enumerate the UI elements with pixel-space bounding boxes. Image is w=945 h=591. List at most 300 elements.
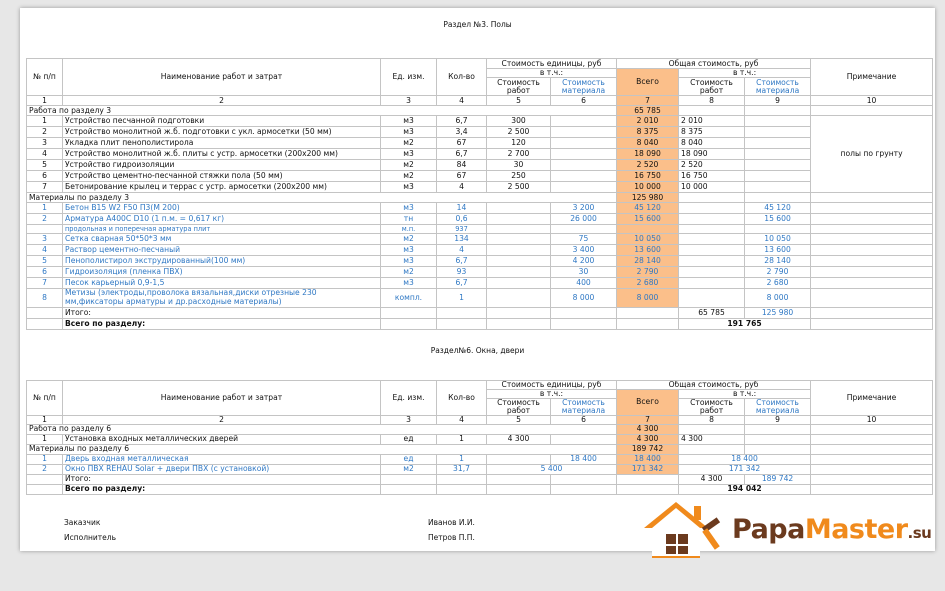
row-qty: 937 — [437, 225, 487, 234]
row-number: 2 — [27, 127, 63, 138]
row-number: 5 — [27, 256, 63, 267]
col-qty-header: Кол-во — [437, 381, 487, 416]
row-all: 45 120 — [617, 203, 679, 214]
col-number: 4 — [437, 96, 487, 106]
row-mat-cost: 3 400 — [551, 245, 617, 256]
row-mat-cost — [551, 116, 617, 127]
papamaster-logo — [638, 498, 938, 564]
row-work-cost — [487, 225, 551, 234]
row-work-total — [679, 256, 745, 267]
table-row — [27, 289, 933, 308]
works-header: Работа по разделу 6 — [27, 424, 617, 434]
column-number-row — [27, 415, 933, 424]
row-number — [27, 225, 63, 234]
row-mat-total — [745, 116, 811, 127]
row-number: 4 — [27, 245, 63, 256]
row-work-cost — [487, 203, 551, 214]
row-work-total: 4 300 — [679, 434, 745, 444]
row-mat-cost: 75 — [551, 234, 617, 245]
table-row — [27, 464, 933, 474]
row-number: 1 — [27, 434, 63, 444]
materials-header: Материалы по разделу 6 — [27, 444, 617, 454]
row-number: 6 — [27, 171, 63, 182]
row-name: Укладка плит пенополистирола — [63, 138, 381, 149]
row-work-total — [679, 245, 745, 256]
row-all: 2 790 — [617, 267, 679, 278]
col-number: 9 — [745, 415, 811, 424]
row-mat-total: 18 400 — [679, 454, 811, 464]
row-all: 10 050 — [617, 234, 679, 245]
row-unit: м3 — [381, 149, 437, 160]
row-mat-total: 28 140 — [745, 256, 811, 267]
row-name: Пенополистирол экструдированный(100 мм) — [63, 256, 381, 267]
row-all: 2 520 — [617, 160, 679, 171]
materials-header-row — [27, 444, 933, 454]
materials-header-row — [27, 193, 933, 203]
table-cell — [811, 267, 933, 278]
row-unit: м2 — [381, 234, 437, 245]
table-cell — [745, 193, 811, 203]
row-mat-total: 8 000 — [745, 289, 811, 308]
table-cell — [27, 308, 63, 319]
table-cell — [437, 319, 487, 330]
col-number: 4 — [437, 415, 487, 424]
row-number: 6 — [27, 267, 63, 278]
table-cell — [811, 203, 933, 214]
row-unit: м3 — [381, 278, 437, 289]
row-work-total: 2 520 — [679, 160, 745, 171]
table-cell — [679, 106, 745, 116]
row-qty: 6,7 — [437, 149, 487, 160]
col-note-header: Примечание — [811, 381, 933, 416]
row-work-cost: 30 — [487, 160, 551, 171]
row-all: 28 140 — [617, 256, 679, 267]
total-cost-header: Общая стоимость, руб — [617, 381, 811, 390]
section-6-table — [26, 380, 933, 495]
row-all: 2 010 — [617, 116, 679, 127]
itogo-mat: 125 980 — [745, 308, 811, 319]
table-cell — [811, 225, 933, 234]
row-unit: м3 — [381, 203, 437, 214]
table-cell — [27, 319, 63, 330]
row-qty: 67 — [437, 171, 487, 182]
row-mat-total — [745, 171, 811, 182]
section-6-title: Раздел№6. Окна, двери — [430, 346, 525, 355]
row-qty: 6,7 — [437, 278, 487, 289]
row-name: Бетонирование крылец и террас с устр. армосетки (200х200 мм) — [63, 182, 381, 193]
works-total: 4 300 — [617, 424, 679, 434]
works-header-row — [27, 106, 933, 116]
table-row — [27, 127, 933, 138]
row-mat-cost: 18 400 — [551, 454, 617, 464]
row-work-cost: 4 300 — [487, 434, 551, 444]
table-cell — [811, 289, 933, 308]
row-mat-total — [745, 160, 811, 171]
table-cell — [617, 308, 679, 319]
table-row — [27, 267, 933, 278]
row-work-total: 8 375 — [679, 127, 745, 138]
table-row — [27, 149, 933, 160]
row-work-total: 10 000 — [679, 182, 745, 193]
row-unit: м3 — [381, 116, 437, 127]
row-qty: 4 — [437, 245, 487, 256]
row-number: 5 — [27, 160, 63, 171]
table-cell — [487, 319, 551, 330]
row-name: Гидроизоляция (пленка ПВХ) — [63, 267, 381, 278]
table-cell — [811, 234, 933, 245]
row-number: 1 — [27, 116, 63, 127]
row-work-cost: 250 — [487, 171, 551, 182]
section-total-value: 191 765 — [679, 319, 811, 330]
table-row — [27, 160, 933, 171]
table-cell — [811, 308, 933, 319]
row-qty: 3,4 — [437, 127, 487, 138]
col-number: 9 — [745, 96, 811, 106]
incl-header: в т.ч.: — [487, 390, 617, 399]
row-name: Сетка сварная 50*50*3 мм — [63, 234, 381, 245]
row-mat-total: 2 790 — [745, 267, 811, 278]
row-qty: 1 — [437, 454, 487, 464]
row-unit: м2 — [381, 138, 437, 149]
row-qty: 84 — [437, 160, 487, 171]
col-num-header: № п/п — [27, 381, 63, 416]
row-mat-cost — [551, 171, 617, 182]
logo-text-papa: Papa — [732, 514, 805, 545]
row-work-cost — [487, 267, 551, 278]
incl-header: в т.ч.: — [487, 69, 617, 78]
itogo-label: Итого: — [63, 308, 381, 319]
row-name: Устройство песчанной подготовки — [63, 116, 381, 127]
row-work-total: 16 750 — [679, 171, 745, 182]
row-mat-cost — [551, 182, 617, 193]
row-name: продольная и поперечная арматура плит — [63, 225, 381, 234]
col-mat-cost-header: Стоимость материала — [551, 398, 617, 415]
row-work-cost — [487, 278, 551, 289]
row-mat-total: 45 120 — [745, 203, 811, 214]
row-name: Арматура А400С D10 (1 п.м. = 0,617 кг) — [63, 214, 381, 225]
itogo-label: Итого: — [63, 474, 381, 484]
row-number: 4 — [27, 149, 63, 160]
row-work-cost: 300 — [487, 116, 551, 127]
col-number: 1 — [27, 415, 63, 424]
row-name: Дверь входная металлическая — [63, 454, 381, 464]
table-row — [27, 225, 933, 234]
row-work-cost: 2 500 — [487, 127, 551, 138]
row-work-cost — [487, 234, 551, 245]
col-number: 10 — [811, 96, 933, 106]
col-number: 2 — [63, 415, 381, 424]
row-all: 18 090 — [617, 149, 679, 160]
row-qty: 93 — [437, 267, 487, 278]
table-row — [27, 214, 933, 225]
executor-label: Исполнитель — [64, 533, 116, 542]
row-unit: м2 — [381, 267, 437, 278]
row-mat-total — [745, 225, 811, 234]
row-work-cost — [487, 214, 551, 225]
table-cell — [617, 319, 679, 330]
customer-label: Заказчик — [64, 518, 101, 527]
row-name: Песок карьерный 0,9-1,5 — [63, 278, 381, 289]
row-work-cost: 120 — [487, 138, 551, 149]
row-name: Установка входных металлических дверей — [63, 434, 381, 444]
table-cell — [487, 289, 551, 308]
table-row — [27, 182, 933, 193]
table-cell — [679, 289, 745, 308]
table-row — [27, 234, 933, 245]
col-number: 5 — [487, 415, 551, 424]
table-cell — [811, 245, 933, 256]
row-mat-total — [745, 127, 811, 138]
row-unit: тн — [381, 214, 437, 225]
row-name-line: мм,фиксаторы арматуры и др.расходные материалы) — [65, 297, 282, 306]
row-mat-cost — [551, 138, 617, 149]
row-name: Устройство гидроизоляции — [63, 160, 381, 171]
section-total-label: Всего по разделу: — [63, 319, 381, 330]
col-unit-header: Ед. изм. — [381, 59, 437, 96]
table-cell — [679, 193, 745, 203]
incl-header-2: в т.ч.: — [679, 390, 811, 399]
row-mat-total: 15 600 — [745, 214, 811, 225]
row-all: 8 000 — [617, 289, 679, 308]
table-cell — [811, 214, 933, 225]
executor-name: Петров П.П. — [428, 533, 475, 542]
itogo-work: 65 785 — [679, 308, 745, 319]
row-name: Окно ПВХ REHAU Solar + двери ПВХ (с установкой) — [63, 464, 381, 474]
row-qty: 14 — [437, 203, 487, 214]
col-work-total-header: Стоимость работ — [679, 78, 745, 96]
table-cell — [381, 319, 437, 330]
row-all: 2 680 — [617, 278, 679, 289]
col-name-header: Наименование работ и затрат — [63, 381, 381, 416]
table-cell — [381, 308, 437, 319]
logo-text-su: .su — [907, 524, 932, 542]
col-mat-cost-header: Стоимость материала — [551, 78, 617, 96]
row-number: 3 — [27, 138, 63, 149]
works-header-row — [27, 424, 933, 434]
col-unit-header: Ед. изм. — [381, 381, 437, 416]
row-unit: м.п. — [381, 225, 437, 234]
row-name: Устройство цементно-песчанной стяжки пола (50 мм) — [63, 171, 381, 182]
row-number: 7 — [27, 182, 63, 193]
col-number: 10 — [811, 415, 933, 424]
table-row — [27, 245, 933, 256]
row-mat-cost: 26 000 — [551, 214, 617, 225]
itogo-mat: 189 742 — [745, 474, 811, 484]
row-mat-total: 10 050 — [745, 234, 811, 245]
table-cell — [811, 193, 933, 203]
table-cell — [811, 256, 933, 267]
row-qty: 1 — [437, 289, 487, 308]
row-work-total — [679, 225, 745, 234]
section-3-table — [26, 58, 933, 330]
row-name-line: Метизы (электроды,проволока вязальная,диски отрезные 230 — [65, 288, 317, 298]
col-number: 1 — [27, 96, 63, 106]
col-number: 8 — [679, 415, 745, 424]
table-row — [27, 278, 933, 289]
row-work-total — [679, 234, 745, 245]
row-unit: м2 — [381, 171, 437, 182]
row-name: Устройство монолитной ж.б. подготовки с укл. армосетки (50 мм) — [63, 127, 381, 138]
table-cell — [811, 319, 933, 330]
col-number: 2 — [63, 96, 381, 106]
row-mat-total: 13 600 — [745, 245, 811, 256]
table-row — [27, 171, 933, 182]
note-text: полы по грунту — [811, 116, 933, 193]
section-total-label: Всего по разделу: — [63, 484, 381, 494]
row-name: Бетон B15 W2 F50 П3(М 200) — [63, 203, 381, 214]
row-qty: 31,7 — [437, 464, 487, 474]
note-empty — [811, 106, 933, 116]
itogo-work: 4 300 — [679, 474, 745, 484]
row-mat-total — [745, 434, 811, 444]
row-unit: м3 — [381, 127, 437, 138]
col-work-cost-header: Стоимость работ — [487, 78, 551, 96]
row-number: 7 — [27, 278, 63, 289]
col-number: 3 — [381, 415, 437, 424]
row-unit: м3 — [381, 182, 437, 193]
row-qty: 6,7 — [437, 256, 487, 267]
row-all: 8 375 — [617, 127, 679, 138]
row-qty: 134 — [437, 234, 487, 245]
col-number: 5 — [487, 96, 551, 106]
row-all: 15 600 — [617, 214, 679, 225]
logo-text — [732, 514, 931, 545]
col-number: 7 — [617, 96, 679, 106]
col-all-header: Всего — [617, 69, 679, 96]
table-row — [27, 454, 933, 464]
row-work-total — [679, 203, 745, 214]
col-qty-header: Кол-во — [437, 59, 487, 96]
row-work-cost: 2 500 — [487, 182, 551, 193]
row-work-total: 18 090 — [679, 149, 745, 160]
row-mat-cost: 5 400 — [487, 464, 617, 474]
col-all-header: Всего — [617, 390, 679, 416]
row-number: 3 — [27, 234, 63, 245]
row-mat-cost: 8 000 — [551, 289, 617, 308]
row-unit: м3 — [381, 256, 437, 267]
row-qty: 0,6 — [437, 214, 487, 225]
row-mat-cost: 400 — [551, 278, 617, 289]
row-work-total — [679, 267, 745, 278]
table-row — [27, 138, 933, 149]
row-name — [63, 289, 381, 308]
col-mat-total-header: Стоимость материала — [745, 78, 811, 96]
works-header: Работа по разделу 3 — [27, 106, 617, 116]
row-mat-total — [745, 138, 811, 149]
row-all: 8 040 — [617, 138, 679, 149]
row-all: 171 342 — [617, 464, 679, 474]
col-note-header: Примечание — [811, 59, 933, 96]
logo-text-master: Master — [804, 514, 908, 545]
col-number: 6 — [551, 415, 617, 424]
row-mat-cost: 3 200 — [551, 203, 617, 214]
house-icon — [638, 498, 730, 564]
row-mat-total: 171 342 — [679, 464, 811, 474]
table-cell — [745, 106, 811, 116]
col-work-total-header: Стоимость работ — [679, 398, 745, 415]
table-cell — [811, 278, 933, 289]
row-mat-cost — [551, 434, 617, 444]
table-row — [27, 116, 933, 127]
row-qty: 1 — [437, 434, 487, 444]
table-cell — [551, 308, 617, 319]
table-row — [27, 203, 933, 214]
customer-name: Иванов И.И. — [428, 518, 475, 527]
column-number-row — [27, 96, 933, 106]
materials-total: 125 980 — [617, 193, 679, 203]
row-work-total — [679, 278, 745, 289]
table-row — [27, 256, 933, 267]
row-unit: м3 — [381, 245, 437, 256]
row-work-cost — [487, 245, 551, 256]
row-mat-cost — [551, 149, 617, 160]
row-all: 13 600 — [617, 245, 679, 256]
row-all: 16 750 — [617, 171, 679, 182]
row-number: 1 — [27, 203, 63, 214]
col-number: 8 — [679, 96, 745, 106]
row-name: Раствор цементно-песчаный — [63, 245, 381, 256]
row-all — [617, 225, 679, 234]
materials-total: 189 742 — [617, 444, 679, 454]
row-unit: ед — [381, 434, 437, 444]
itogo-row — [27, 474, 933, 484]
row-all: 10 000 — [617, 182, 679, 193]
row-name: Устройство монолитной ж.б. плиты с устр. армосетки (200х200 мм) — [63, 149, 381, 160]
section-total-value: 194 042 — [679, 484, 811, 494]
row-all: 4 300 — [617, 434, 679, 444]
table-cell — [487, 308, 551, 319]
col-number: 3 — [381, 96, 437, 106]
row-mat-cost — [551, 127, 617, 138]
row-mat-cost: 4 200 — [551, 256, 617, 267]
row-number: 8 — [27, 289, 63, 308]
section-total-row — [27, 319, 933, 330]
row-work-total: 2 010 — [679, 116, 745, 127]
table-cell — [551, 319, 617, 330]
row-unit: компл. — [381, 289, 437, 308]
row-unit: ед — [381, 454, 437, 464]
row-mat-cost: 30 — [551, 267, 617, 278]
table-row — [27, 434, 933, 444]
row-number: 2 — [27, 214, 63, 225]
document-sheet — [20, 8, 935, 551]
row-work-cost: 2 700 — [487, 149, 551, 160]
materials-header: Материалы по разделу 3 — [27, 193, 617, 203]
col-num-header: № п/п — [27, 59, 63, 96]
itogo-row — [27, 308, 933, 319]
col-work-cost-header: Стоимость работ — [487, 398, 551, 415]
total-cost-header: Общая стоимость, руб — [617, 59, 811, 69]
row-qty: 4 — [437, 182, 487, 193]
table-cell — [437, 308, 487, 319]
row-work-cost — [487, 256, 551, 267]
row-work-total — [679, 214, 745, 225]
row-work-total: 8 040 — [679, 138, 745, 149]
col-number: 6 — [551, 96, 617, 106]
row-mat-cost — [551, 160, 617, 171]
col-mat-total-header: Стоимость материала — [745, 398, 811, 415]
row-number: 1 — [27, 454, 63, 464]
row-all: 18 400 — [617, 454, 679, 464]
row-mat-total — [745, 182, 811, 193]
row-mat-total — [745, 149, 811, 160]
row-mat-total: 2 680 — [745, 278, 811, 289]
row-unit: м2 — [381, 160, 437, 171]
incl-header-2: в т.ч.: — [679, 69, 811, 78]
section-3-title: Раздел №3. Полы — [443, 20, 512, 29]
row-qty: 67 — [437, 138, 487, 149]
row-mat-cost — [551, 225, 617, 234]
